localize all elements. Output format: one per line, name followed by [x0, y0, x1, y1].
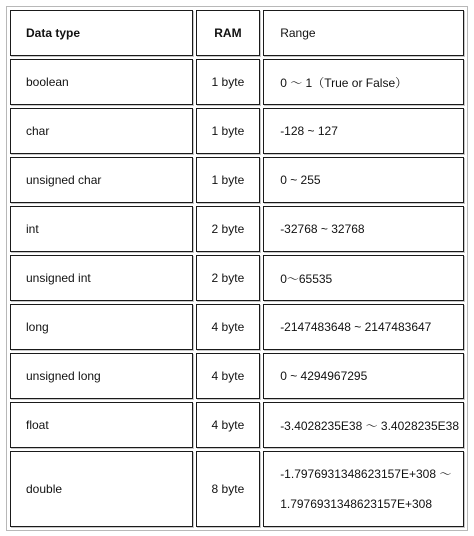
range-cell: -32768 ~ 32768: [263, 206, 464, 252]
type-cell: int: [10, 206, 193, 252]
table-header-row: [10, 10, 464, 56]
range-cell: 0 ～ 1（True or False）: [263, 59, 464, 105]
type-cell: long: [10, 304, 193, 350]
range-cell: -3.4028235E38 ～ 3.4028235E38: [263, 402, 464, 448]
range-cell: [263, 451, 464, 527]
range-cell: 0 ~ 255: [263, 157, 464, 203]
table-row: [10, 402, 464, 448]
table-row: [10, 206, 464, 252]
table-row: [10, 353, 464, 399]
table-row: [10, 304, 464, 350]
ram-cell: 4 byte: [196, 402, 261, 448]
type-cell: double: [10, 451, 193, 527]
table-row: [10, 255, 464, 301]
range-cell: -2147483648 ~ 2147483647: [263, 304, 464, 350]
table-row: [10, 59, 464, 105]
type-cell: unsigned int: [10, 255, 193, 301]
range-line-2: 1.7976931348623157E+308: [280, 497, 433, 511]
type-cell: float: [10, 402, 193, 448]
type-cell: char: [10, 108, 193, 154]
type-cell: unsigned long: [10, 353, 193, 399]
ram-cell: 2 byte: [196, 255, 261, 301]
range-cell: -128 ~ 127: [263, 108, 464, 154]
table-row: [10, 451, 464, 527]
range-cell: 0～65535: [263, 255, 464, 301]
ram-cell: 4 byte: [196, 304, 261, 350]
type-cell: boolean: [10, 59, 193, 105]
ram-cell: 1 byte: [196, 157, 261, 203]
range-cell: 0 ~ 4294967295: [263, 353, 464, 399]
header-range: Range: [263, 10, 464, 56]
header-data-type: Data type: [10, 10, 193, 56]
header-ram: RAM: [196, 10, 261, 56]
ram-cell: 2 byte: [196, 206, 261, 252]
ram-cell: 1 byte: [196, 108, 261, 154]
table-row: [10, 157, 464, 203]
range-line-1: -1.7976931348623157E+308 ～: [280, 467, 452, 481]
type-cell: unsigned char: [10, 157, 193, 203]
ram-cell: 4 byte: [196, 353, 261, 399]
ram-cell: 1 byte: [196, 59, 261, 105]
ram-cell: 8 byte: [196, 451, 261, 527]
data-types-table: [6, 6, 468, 531]
table-row: [10, 108, 464, 154]
